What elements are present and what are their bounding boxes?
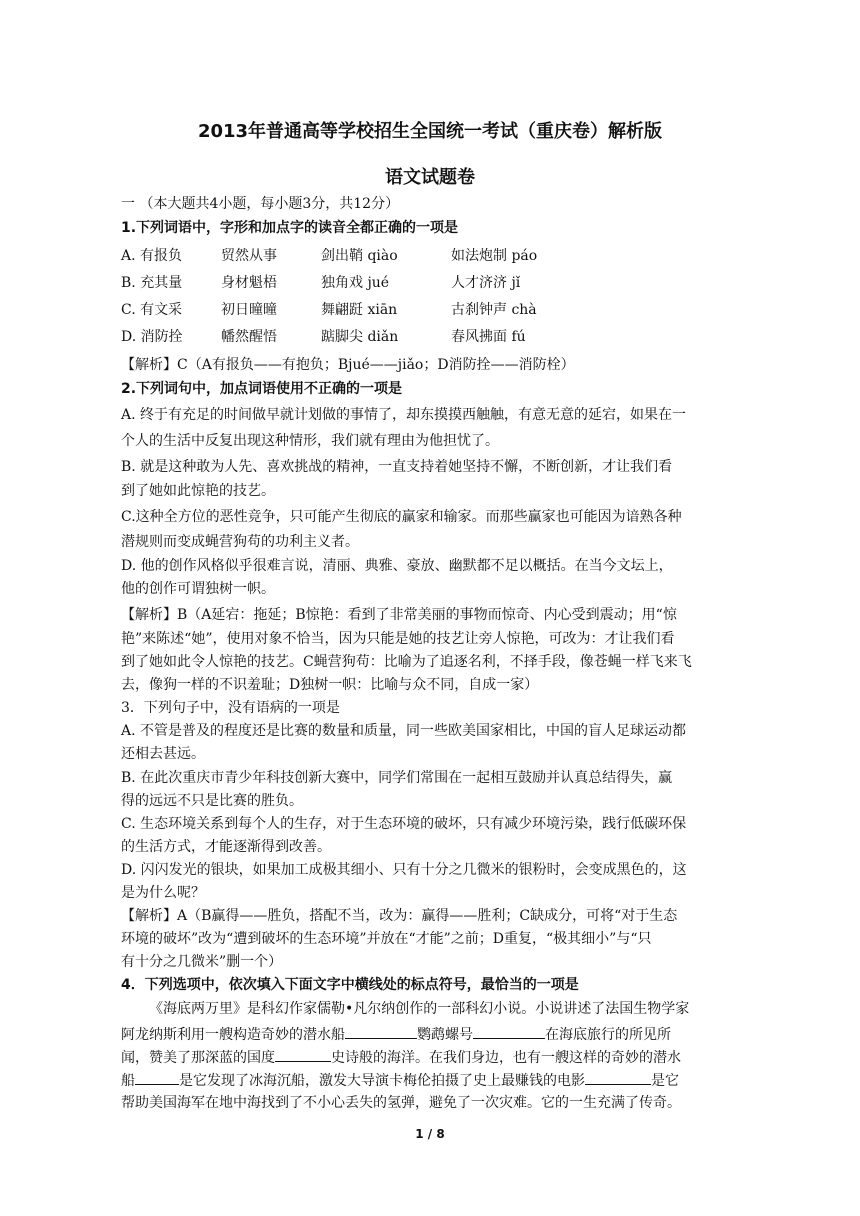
question-3-line: 的生活方式，才能逐渐得到改善。: [121, 839, 331, 855]
option-word: 剑出鞘 qiào: [321, 248, 398, 264]
option-word: 春风拂面 fú: [451, 329, 526, 345]
document-title: 2013年普通高等学校招生全国统一考试（重庆卷）解析版: [197, 121, 663, 142]
option-word: A. 有报负: [121, 248, 183, 264]
question-3-line: C. 生态环境关系到每个人的生存，对于生态环境的破坏，只有减少环境污染，践行低碳环保: [121, 816, 687, 832]
question-2-analysis: 去，像狗一样的不识羞耻；D独树一帜：比喻与众不同，自成一家）: [121, 677, 539, 693]
passage-line: [121, 1094, 741, 1112]
question-2-line: D. 他的创作风格似乎很难言说，清丽、典雅、豪放、幽默都不足以概括。在当今文坛上，: [121, 558, 673, 574]
passage-line: [121, 1047, 741, 1067]
option-word: 身材魁梧: [221, 275, 277, 291]
question-2-line: A. 终于有充足的时间做早就计划做的事情了，却东摸摸西触触，有意无意的延宕，如果在一: [121, 407, 687, 423]
question-1-stem: 1.下列词语中，字形和加点字的读音全都正确的一项是: [121, 220, 459, 236]
document-subtitle: 语文试题卷: [385, 167, 475, 188]
question-2-line: B. 就是这种敢为人先、喜欢挑战的精神，一直支持着她坚持不懈，不断创新，才让我们看: [121, 459, 673, 475]
option-word: 舞翩跹 xiān: [321, 302, 398, 318]
passage-text: 史诗般的海洋。在我们身边，也有一艘这样的奇妙的潜水: [331, 1050, 681, 1066]
question-4-stem: 4．下列选项中，依次填入下面文字中横线处的标点符号，最恰当的一项是: [121, 977, 579, 993]
question-2-analysis: 到了她如此令人惊艳的技艺。C蝇营狗苟：比喻为了追逐名利，不择手段，像苍蝇一样飞来飞: [121, 654, 692, 670]
question-2-stem: 2.下列词句中，加点词语使用不正确的一项是: [121, 381, 403, 397]
question-3-analysis: 环境的破坏”改为“遭到破坏的生态环境”并放在“才能”之前；D重复，“极其细小”与“只: [121, 931, 652, 947]
option-word: B. 充其量: [121, 275, 183, 291]
option-word: 独角戏 jué: [321, 275, 390, 291]
question-2-line: 个人的生活中反复出现这种情形，我们就有理由为他担忧了。: [121, 433, 499, 449]
question-2-analysis: 艳”来陈述“她”，使用对象不恰当，因为只能是她的技艺让旁人惊艳，可改为：才让我们看: [121, 631, 675, 647]
option-word: D. 消防拴: [121, 329, 183, 345]
option-word: 幡然醒悟: [221, 329, 277, 345]
page-number: 1 / 8: [415, 1127, 445, 1141]
passage-text: 在海底旅行的所见所: [545, 1027, 671, 1043]
answer-blank[interactable]: [275, 1047, 331, 1062]
passage-line: [121, 1024, 741, 1044]
question-1-option-d: [121, 328, 741, 346]
option-word: 人才济济 jǐ: [451, 275, 521, 291]
question-2-line: 潜规则而变成蝇营狗苟的功利主义者。: [121, 534, 359, 550]
question-2-line: 他的创作可谓独树一帜。: [121, 581, 275, 597]
question-2-line: C.这种全方位的恶性竞争，只可能产生彻底的赢家和输家。而那些赢家也可能因为谙熟各种: [121, 509, 682, 525]
option-word: 贸然从事: [221, 248, 277, 264]
option-word: 初日曈曈: [221, 302, 277, 318]
question-3-line: D. 闪闪发光的银块，如果加工成极其细小、只有十分之几微米的银粉时，会变成黑色的，这: [121, 862, 687, 878]
answer-blank[interactable]: [345, 1024, 417, 1039]
question-3-analysis: 有十分之几微米”删一个）: [121, 954, 283, 970]
option-word: 如法炮制 páo: [451, 248, 538, 264]
question-3-line: 是为什么呢？: [121, 885, 205, 901]
question-1-option-c: [121, 301, 741, 319]
passage-text: 帮助美国海军在地中海找到了不小心丢失的氢弹，避免了一次灾难。它的一生充满了传奇。: [121, 1095, 681, 1111]
section-heading: 一 （本大题共4小题，每小题3分，共12分）: [121, 196, 400, 212]
question-1-option-a: [121, 247, 741, 265]
passage-text: 船: [121, 1073, 135, 1089]
passage-text: 《海底两万里》是科幻作家儒勒•凡尔纳创作的一部科幻小说。小说讲述了法国生物学家: [149, 1001, 690, 1017]
question-3-line: B. 在此次重庆市青少年科技创新大赛中，同学们常围在一起相互鼓励并认真总结得失，赢: [121, 770, 673, 786]
passage-line: [149, 1000, 769, 1018]
question-3-line: 还相去甚远。: [121, 746, 205, 762]
option-word: 古刹钟声 chà: [451, 302, 537, 318]
passage-text: 闻，赞美了那深蓝的国度: [121, 1050, 275, 1066]
question-3-analysis: 【解析】A（B赢得——胜负，搭配不当，改为：赢得——胜利；C缺成分，可将“对于生态: [121, 908, 678, 924]
passage-line: [121, 1070, 741, 1090]
passage-text: 阿龙纳斯利用一艘构造奇妙的潜水船: [121, 1027, 345, 1043]
option-word: 踮脚尖 diǎn: [321, 329, 399, 345]
answer-blank[interactable]: [135, 1070, 179, 1085]
question-1-option-b: [121, 274, 741, 292]
question-2-line: 到了她如此惊艳的技艺。: [121, 483, 275, 499]
passage-text: 鹦鹉螺号: [417, 1027, 473, 1043]
answer-blank[interactable]: [585, 1070, 651, 1085]
question-2-analysis: 【解析】B（A延宕：拖延；B惊艳：看到了非常美丽的事物而惊奇、内心受到震动；用“惊: [121, 607, 677, 623]
question-3-line: A. 不管是普及的程度还是比赛的数量和质量，同一些欧美国家相比，中国的盲人足球运动都: [121, 723, 687, 739]
passage-text: 是它发现了冰海沉船，激发大导演卡梅伦拍摄了史上最赚钱的电影: [179, 1073, 585, 1089]
question-3-line: 得的远远不只是比赛的胜负。: [121, 793, 303, 809]
option-word: C. 有文采: [121, 302, 183, 318]
passage-text: 是它: [651, 1073, 679, 1089]
answer-blank[interactable]: [473, 1024, 545, 1039]
question-1-analysis: 【解析】C（A有报负——有抱负；Bjué——jiǎo；D消防拴——消防栓）: [121, 357, 575, 373]
question-3-stem: 3．下列句子中，没有语病的一项是: [121, 700, 340, 716]
